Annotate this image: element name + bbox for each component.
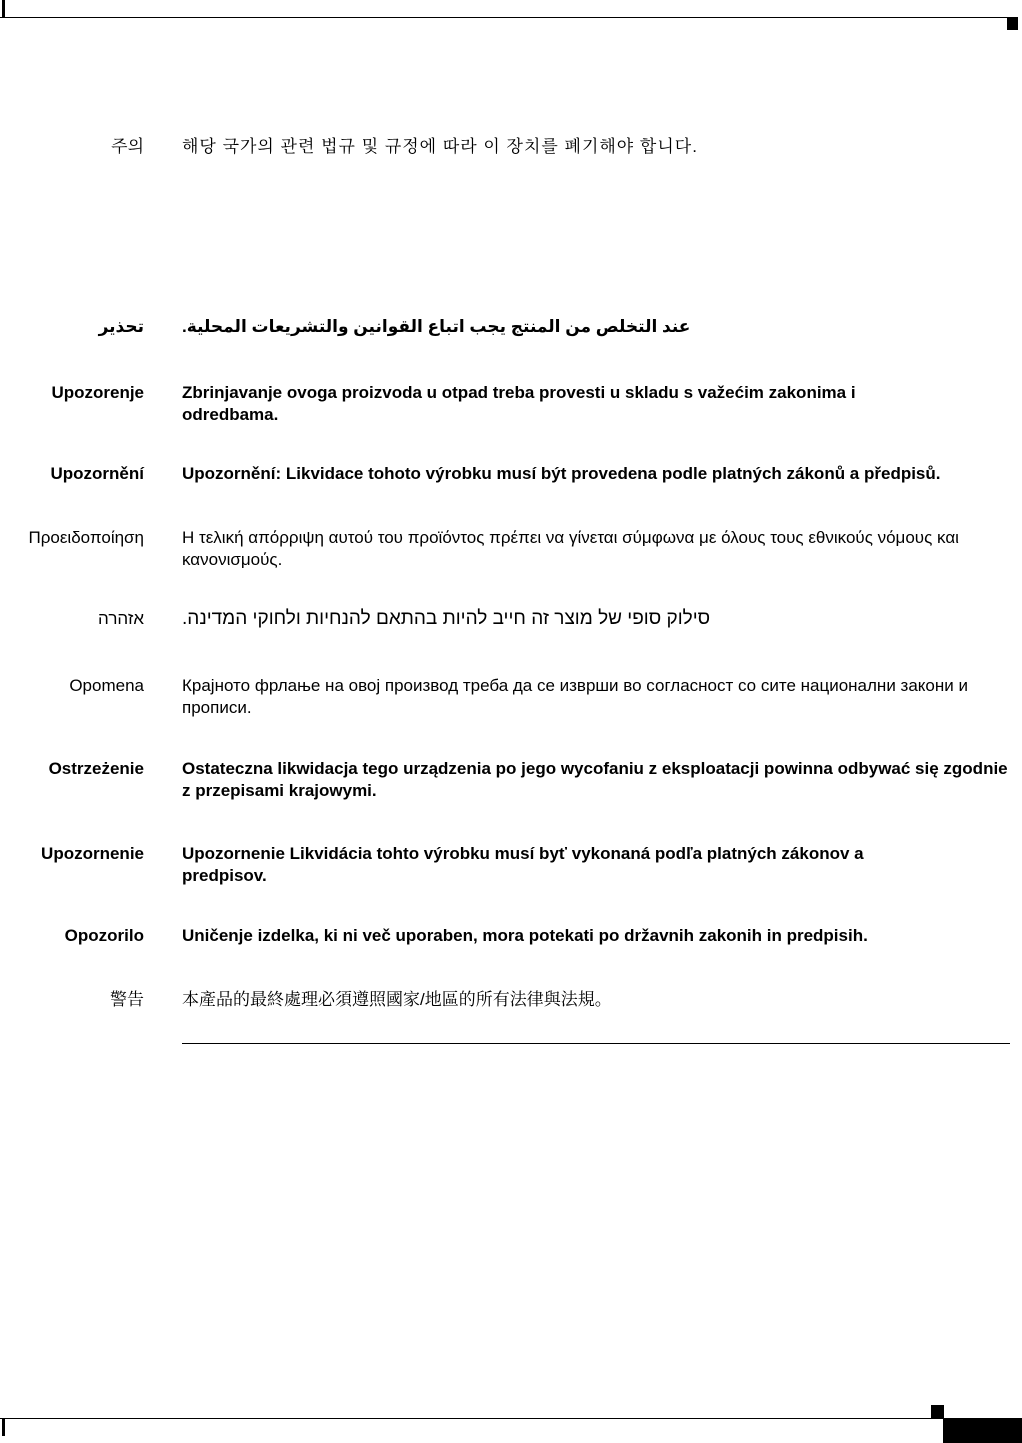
- warning-label: Opomena: [69, 676, 144, 695]
- warning-label: 주의: [111, 137, 144, 156]
- section-end-rule: [182, 1043, 1010, 1044]
- warning-text: 本產品的最終處理必須遵照國家/地區的所有法律與法規。: [182, 990, 612, 1009]
- warning-text-rtl: סילוק סופי של מוצר זה חייב להיות בהתאם להנחיות ולחוקי המדינה.: [182, 608, 711, 629]
- warning-text: Upozornění: Likvidace tohoto výrobku musí být provedena podle platných zákonů a předpisů.: [182, 464, 941, 483]
- footer-page-block: [943, 1418, 1022, 1443]
- header-square-marker: [1007, 17, 1018, 30]
- warning-label: Upozornenie: [41, 844, 144, 863]
- warning-text: Upozornenie Likvidácia tohto výrobku musí byť vykonaná podľa platných zákonov a predpisov.: [182, 844, 864, 885]
- warning-text: 해당 국가의 관련 법규 및 규정에 따라 이 장치를 폐기해야 합니다.: [182, 137, 698, 156]
- warning-label: Ostrzeżenie: [48, 759, 144, 778]
- warning-text-rtl: عند التخلص من المنتج يجب اتباع القوانين والتشريعات المحلية.: [182, 317, 691, 336]
- warning-text: [182, 316, 1008, 338]
- warning-label: Opozorilo: [64, 926, 144, 945]
- warning-label: Προειδοποίηση: [28, 528, 144, 547]
- warning-label: Upozorenje: [51, 383, 144, 402]
- header-rule: [0, 17, 1014, 18]
- warning-label: אזהרה: [98, 609, 144, 628]
- warning-text: Крајното фрлање на овој производ треба да се изврши во согласност со сите национални закони и прописи.: [182, 676, 968, 717]
- warning-text: Zbrinjavanje ovoga proizvoda u otpad treba provesti u skladu s važećim zakonima i odredbama.: [182, 383, 856, 424]
- footer-square-marker: [931, 1405, 944, 1418]
- footer-corner-mark: [2, 1418, 5, 1436]
- warning-text: Ostateczna likwidacja tego urządzenia po jego wycofaniu z eksploatacji powinna odbywać się zgodnie z przepisami krajowymi.: [182, 759, 1008, 800]
- warning-text: Uničenje izdelka, ki ni več uporaben, mora potekati po državnih zakonih in predpisih.: [182, 926, 868, 945]
- warning-text: Η τελική απόρριψη αυτού του προϊόντος πρέπει να γίνεται σύμφωνα με όλους τους εθνικούς νόμους και κανονισμούς.: [182, 528, 959, 569]
- warning-text: [182, 608, 1008, 630]
- header-corner-mark: [2, 0, 5, 18]
- warning-label: تحذير: [98, 317, 144, 336]
- footer-rule: [0, 1418, 1014, 1419]
- warning-label: 警告: [110, 990, 144, 1009]
- warning-label: Upozornění: [50, 464, 144, 483]
